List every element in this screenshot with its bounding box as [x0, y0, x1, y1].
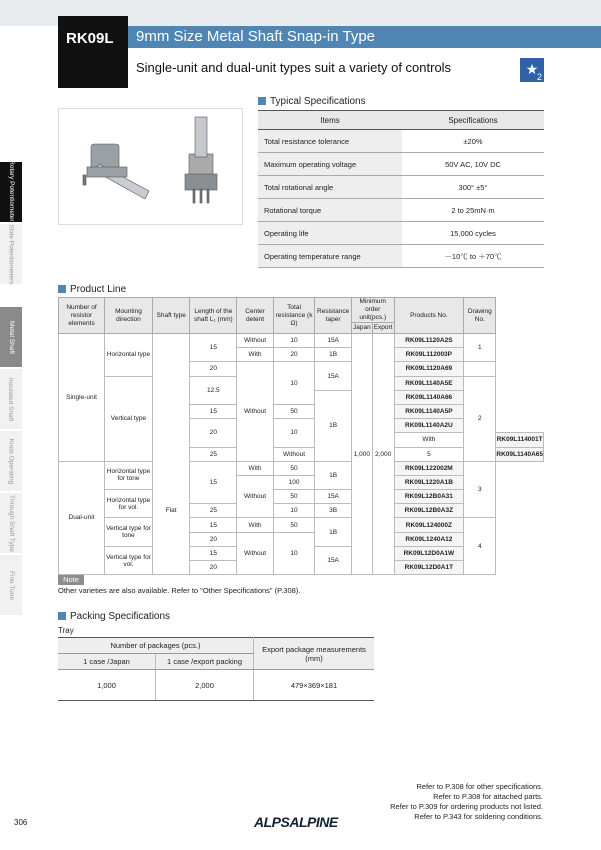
- brand-logo: ALPSALPINE: [254, 814, 338, 830]
- table-row: 20 Without 10 15A RK09L1120A69: [59, 362, 544, 376]
- table-row: Vertical type 12.5 RK09L1140A5E 2: [59, 376, 544, 390]
- product-photo: [58, 108, 243, 225]
- potentiometer-image: [59, 109, 242, 224]
- side-tab-knob-operating[interactable]: Knob Operating: [0, 431, 22, 491]
- side-tab-rotary[interactable]: Rotary Potentiometers: [0, 162, 22, 222]
- square-bullet-icon: [58, 612, 66, 620]
- typical-specs-table: Items Specifications Total resistance tolerance ±20% Maximum operating voltage 50V AC, 10V DC Total rotational angle 300° ±5° Rotational torque 2 to 25mN·m Operating life 15,000 cycles Operating temperature range －10℃ to ＋70℃: [258, 110, 544, 268]
- reference-link[interactable]: Refer to P.308 for other specifications.: [416, 782, 543, 791]
- square-bullet-icon: [258, 97, 266, 105]
- table-row: 15 50 RK09L1140A5P: [59, 404, 544, 418]
- note-text: Other varieties are also available. Refer to "Other Specifications" (P.308).: [58, 586, 301, 595]
- side-tab-insulated-shaft[interactable]: Insulated Shaft: [0, 369, 22, 429]
- page-title: 9mm Size Metal Shaft Snap-in Type: [136, 28, 376, 45]
- table-row: 20 Without 10 RK09L1240A12: [59, 532, 544, 546]
- table-row: Without 100 RK09L1220A1B: [59, 475, 544, 489]
- table-row: 25 10 3B RK09L12B0A3Z: [59, 504, 544, 518]
- side-tab-slide[interactable]: Slide Potentiometers: [0, 224, 22, 284]
- table-row: 20 10 RK09L1140A2U: [59, 419, 544, 433]
- typical-specs-title: Typical Specifications: [258, 96, 366, 107]
- table-row: Rotational torque 2 to 25mN·m: [258, 199, 544, 222]
- table-row: With RK09L114001T: [59, 433, 544, 447]
- table-row: 20 RK09L12D0A1T: [59, 561, 544, 575]
- table-row: Operating life 15,000 cycles: [258, 222, 544, 245]
- table-row: Operating temperature range －10℃ to ＋70℃: [258, 245, 544, 268]
- reference-notes: [390, 782, 543, 822]
- product-line-table: Number of resistor elements Mounting direction Shaft type Length of the shaft L₁ (mm) Center detent Total resistance (k Ω) Resistance taper Minimum order unit(pcs.) Products No. Drawing No. Japan Export Single-unit Horizontal type Flat 15 Without 10 15A 1,000 2,000 RK09L1120A2S 1 With 20 1B RK09L112003P 20 Without 10 15A RK09L1120A69 Vertical type 12.5 RK09L1140A5E 2 1B RK09L1140A66 15 50 RK09L1140A5P 20 10 RK09L1140A2U With RK09L114001T 25 Without 5 RK09L1140A65 Dual-unit Horizontal type for tone 15 With 50 1B RK09L122002M 3 Without 100 RK09L1220A1B Horizontal type for vol. 50 15A RK09L12B0A31 25 10 3B RK09L12B0A3Z Vertical type for tone 15 With 50 1B RK09L124000Z 4 20 Without 10 RK09L1240A12 Vertical type for vol. 15 15A RK09L12D0A1W 20 RK09L12D0A1T: [58, 297, 544, 575]
- table-row: Total rotational angle 300° ±5°: [258, 176, 544, 199]
- table-row: 1B RK09L1140A66: [59, 390, 544, 404]
- reference-link[interactable]: Refer to P.308 for attached parts.: [433, 792, 543, 801]
- reference-link[interactable]: Refer to P.343 for soldering conditions.: [414, 812, 543, 821]
- side-tab-metal-shaft[interactable]: Metal Shaft: [0, 307, 22, 367]
- table-row: Dual-unit Horizontal type for tone 15 With 50 1B RK09L122002M 3: [59, 461, 544, 475]
- square-bullet-icon: [58, 285, 66, 293]
- table-row: Single-unit Horizontal type Flat 15 Without 10 15A 1,000 2,000 RK09L1120A2S 1: [59, 334, 544, 348]
- note-label: Note: [58, 575, 84, 585]
- table-row: 1,000 2,000 479×369×181: [58, 670, 374, 701]
- table-row: Vertical type for tone 15 With 50 1B RK09L124000Z 4: [59, 518, 544, 532]
- product-line-title: Product Line: [58, 284, 126, 295]
- table-row: Horizontal type for vol. 50 15A RK09L12B0A31: [59, 490, 544, 504]
- side-tab-fine-tune[interactable]: Fine Tune: [0, 555, 22, 615]
- table-row: Total resistance tolerance ±20%: [258, 130, 544, 153]
- packing-subtitle: Tray: [58, 626, 74, 635]
- page-subtitle: Single-unit and dual-unit types suit a variety of controls: [136, 60, 452, 75]
- page-number: 306: [14, 818, 28, 827]
- side-tab-through-shaft[interactable]: Through Shaft Type: [0, 493, 22, 553]
- model-code-block: [58, 16, 128, 88]
- reference-link[interactable]: Refer to P.309 for ordering products not listed.: [390, 802, 543, 811]
- packing-title: Packing Specifications: [58, 611, 170, 622]
- model-code: RK09L: [66, 30, 114, 47]
- table-row: Vertical type for vol. 15 15A RK09L12D0A1W: [59, 546, 544, 560]
- table-row: 25 Without 5 RK09L1140A65: [59, 447, 544, 461]
- table-row: Maximum operating voltage 50V AC, 10V DC: [258, 153, 544, 176]
- packing-table: Number of packages (pcs.) Export package measurements (mm) 1 case /Japan 1 case /export packing 1,000 2,000 479×369×181: [58, 637, 374, 701]
- star-badge-icon: ★ 2: [520, 58, 544, 82]
- table-row: With 20 1B RK09L112003P: [59, 348, 544, 362]
